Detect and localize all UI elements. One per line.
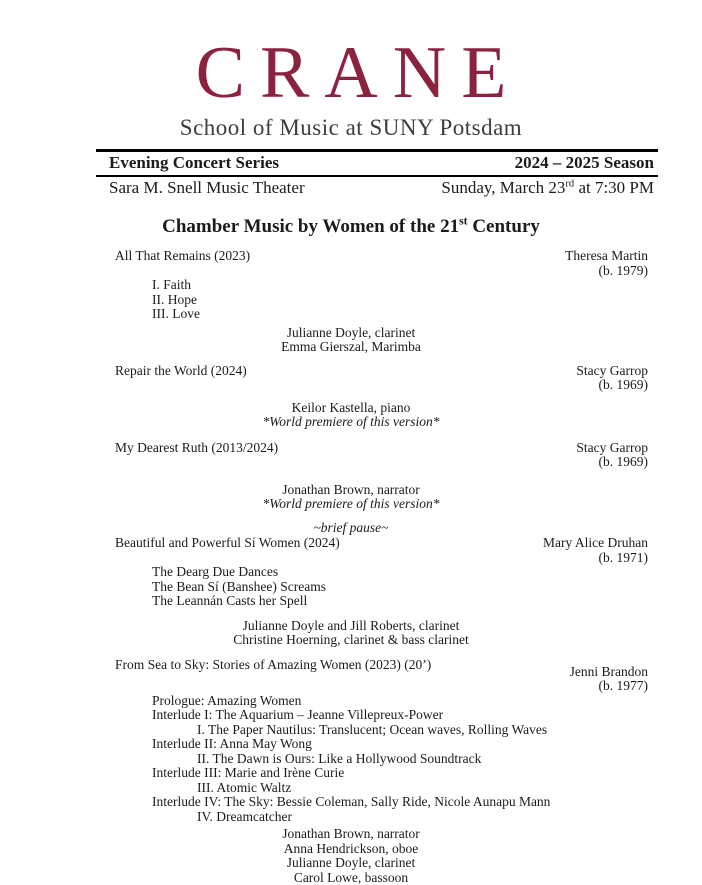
- performer-list: [0, 827, 702, 885]
- concert-title: Chamber Music by Women of the 21st Century: [0, 216, 702, 238]
- movement-line: III. Atomic Waltz: [197, 781, 648, 796]
- datetime-label: Sunday, March 23rd at 7:30 PM: [441, 178, 654, 198]
- performer-line: Julianne Doyle and Jill Roberts, clarinet: [0, 619, 702, 634]
- crane-subtitle: School of Music at SUNY Potsdam: [0, 115, 702, 141]
- movement-line: I. Faith: [152, 278, 648, 293]
- program-piece: [115, 536, 648, 648]
- piece-title: From Sea to Sky: Stories of Amazing Women (2023) (20’): [115, 658, 431, 673]
- composer-name: Mary Alice Druhan: [543, 536, 648, 551]
- movement-list: [115, 278, 648, 322]
- movement-list: [115, 565, 648, 609]
- title-ordinal-superscript: st: [459, 215, 468, 228]
- performer-line: Carol Lowe, bassoon: [0, 871, 702, 885]
- performer-list: [0, 326, 702, 355]
- movement-line: IV. Dreamcatcher: [197, 810, 648, 825]
- program-piece: [115, 441, 648, 512]
- venue-label: Sara M. Snell Music Theater: [109, 178, 305, 198]
- composer-block: [565, 249, 648, 278]
- composer-name: Theresa Martin: [565, 249, 648, 264]
- composer-birth-year: (b. 1969): [576, 378, 648, 393]
- composer-birth-year: (b. 1971): [543, 551, 648, 566]
- movement-line: Interlude I: The Aquarium – Jeanne Villepreux-Power: [152, 708, 648, 723]
- movement-line: Interlude III: Marie and Irène Curie: [152, 766, 648, 781]
- movement-line: II. The Dawn is Ours: Like a Hollywood Soundtrack: [197, 752, 648, 767]
- piece-title: All That Remains (2023): [115, 249, 250, 264]
- performer-line: Julianne Doyle, clarinet: [0, 326, 702, 341]
- performer-list: [0, 483, 702, 498]
- movement-line: The Leannán Casts her Spell: [152, 594, 648, 609]
- info-band-row-top: [96, 152, 658, 177]
- program-page: [0, 36, 702, 837]
- piece-title: Repair the World (2024): [115, 364, 247, 379]
- performer-list: [0, 401, 702, 416]
- performer-line: Julianne Doyle, clarinet: [0, 856, 702, 871]
- composer-block: [570, 658, 648, 694]
- movement-line: The Bean Sí (Banshee) Screams: [152, 580, 648, 595]
- program-piece: [115, 364, 648, 430]
- movement-list: [115, 694, 648, 825]
- composer-name: Jenni Brandon: [570, 665, 648, 680]
- performer-list: [0, 619, 702, 648]
- brief-pause: ~brief pause~: [0, 521, 702, 536]
- info-band-row-bottom: [96, 177, 658, 200]
- composer-name: Stacy Garrop: [576, 364, 648, 379]
- composer-block: [543, 536, 648, 565]
- crane-logo: CRANE: [0, 36, 702, 110]
- composer-birth-year: (b. 1969): [576, 455, 648, 470]
- performer-line: Anna Hendrickson, oboe: [0, 842, 702, 857]
- premiere-note: *World premiere of this version*: [0, 415, 702, 430]
- date-ordinal-superscript: rd: [565, 178, 574, 189]
- movement-line: Prologue: Amazing Women: [152, 694, 648, 709]
- premiere-note: *World premiere of this version*: [0, 497, 702, 512]
- composer-block: [576, 364, 648, 393]
- piece-title: Beautiful and Powerful Sí Women (2024): [115, 536, 340, 551]
- performer-line: Emma Gierszal, Marimba: [0, 340, 702, 355]
- composer-name: Stacy Garrop: [576, 441, 648, 456]
- composer-birth-year: (b. 1977): [570, 679, 648, 694]
- composer-birth-year: (b. 1979): [565, 264, 648, 279]
- info-band: [96, 149, 658, 200]
- movement-line: II. Hope: [152, 293, 648, 308]
- movement-line: I. The Paper Nautilus: Translucent; Ocean waves, Rolling Waves: [197, 723, 648, 738]
- piece-title: My Dearest Ruth (2013/2024): [115, 441, 278, 456]
- season-label: 2024 – 2025 Season: [515, 153, 654, 173]
- performer-line: Keilor Kastella, piano: [0, 401, 702, 416]
- movement-line: Interlude II: Anna May Wong: [152, 737, 648, 752]
- performer-line: Jonathan Brown, narrator: [0, 827, 702, 842]
- movement-line: Interlude IV: The Sky: Bessie Coleman, Sally Ride, Nicole Aunapu Mann: [152, 795, 648, 810]
- series-label: Evening Concert Series: [109, 153, 279, 173]
- program-list: [115, 249, 648, 885]
- movement-line: The Dearg Due Dances: [152, 565, 648, 580]
- program-piece: [115, 658, 648, 885]
- composer-block: [576, 441, 648, 470]
- performer-line: Jonathan Brown, narrator: [0, 483, 702, 498]
- performer-line: Christine Hoerning, clarinet & bass clarinet: [0, 633, 702, 648]
- movement-line: III. Love: [152, 307, 648, 322]
- program-piece: [115, 249, 648, 355]
